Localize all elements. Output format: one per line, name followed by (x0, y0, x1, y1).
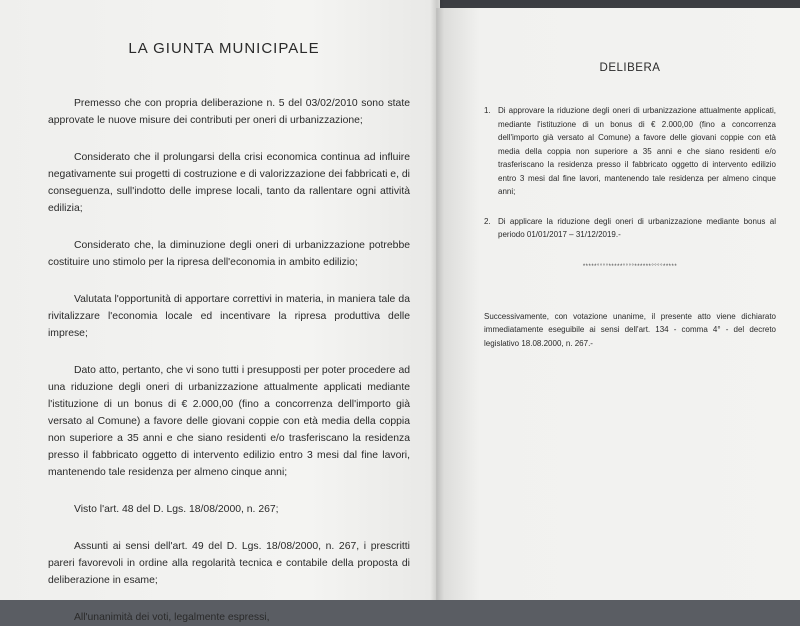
unanimity-paragraph: All'unanimità dei voti, legalmente espressi, (74, 612, 270, 623)
crisis-paragraph: Considerato che il prolungarsi della crisi economica continua ad influire negativamente sui progetti di costruzione e di valorizzazione dei fabbricati e, di conseguenza, sull'indotto delle imprese locali, tanto da rallentare ogni attività edilizia; (48, 152, 410, 214)
closing-paragraph: Successivamente, con votazione unanime, il presente atto viene dichiarato immediatamente eseguibile ai sensi dell'art. 134 - comma 4° - del decreto legislativo 18.08.2000, n. 267.- (484, 311, 776, 348)
item-text: Di approvare la riduzione degli oneri di urbanizzazione attualmente applicati, mediante l'istituzione di un bonus di € 2.000,00 (fino a concorrenza dell'importo già versato al Comune) a favore delle giovani coppie con età media della coppia non superiore a 35 anni e che siano residenti e/o trasferiscano la residenza presso il fabbricato oggetto di intervento edilizio entro 3 mesi dal fine lavori, mantenendo tale residenza per almeno cinque anni; (498, 106, 776, 196)
opportunity-paragraph: Valutata l'opportunità di apportare correttivi in materia, in maniera tale da rivitalizzare l'economia locale ed incentivare la ripresa produttiva delle imprese; (48, 294, 410, 339)
section-separator: *****°°°°*****°°°°******°°°°***** (582, 263, 678, 270)
right-page-title: DELIBERA (599, 62, 661, 74)
art48-paragraph: Visto l'art. 48 del D. Lgs. 18/08/2000, n. 267; (74, 504, 279, 515)
bonus-paragraph: Dato atto, pertanto, che vi sono tutti i presupposti per poter procedere ad una riduzione degli oneri di urbanizzazione attualmente applicati mediante l'istituzione di un bonus di € 2.000,00 (fino a concorrenza dell'importo già versato al Comune) a favore delle giovani coppie con età media della coppia non superiore a 35 anni e che siano residenti e/o trasferiscano la residenza presso il fabbricato oggetto di intervento edilizio entro 3 mesi dal fine lavori, mantenendo tale residenza per almeno cinque anni; (48, 365, 410, 478)
opinions-paragraph: Assunti ai sensi dell'art. 49 del D. Lgs. 18/08/2000, n. 267, i prescritti pareri favorevoli in ordine alla regolarità tecnica e contabile della proposta di deliberazione in esame; (48, 541, 410, 586)
premise-paragraph: Premesso che con propria deliberazione n. 5 del 03/02/2010 sono state approvate le nuove misure dei contributi per oneri di urbanizzazione; (48, 98, 410, 126)
right-page (436, 8, 800, 600)
delibera-item-2 (484, 215, 776, 242)
item-text: Di applicare la riduzione degli oneri di urbanizzazione mediante bonus al periodo 01/01/2017 – 31/12/2019.- (498, 216, 776, 239)
delibera-item-1 (484, 104, 776, 199)
reduction-stimulus-paragraph: Considerato che, la diminuzione degli oneri di urbanizzazione potrebbe costituire uno stimolo per la ripresa dell'economia in ambito edilizio; (48, 240, 410, 268)
item-number: 1. (484, 106, 491, 115)
item-number: 2. (484, 216, 491, 226)
left-page-title: LA GIUNTA MUNICIPALE (128, 40, 320, 57)
